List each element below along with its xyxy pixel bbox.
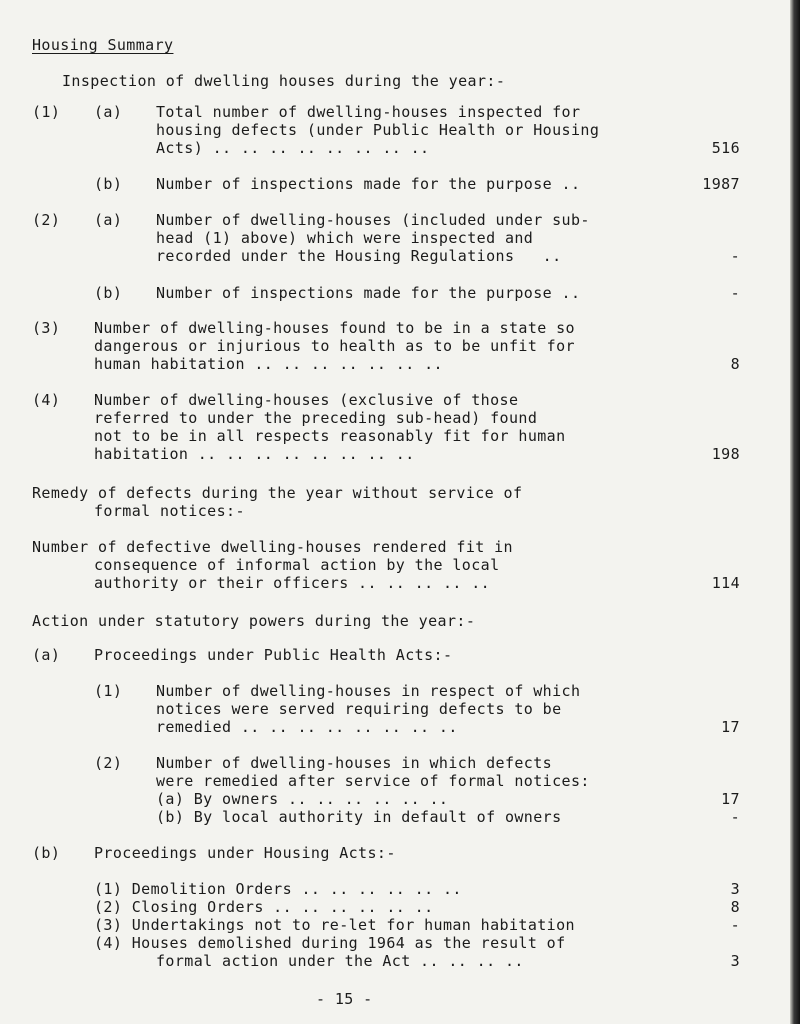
item-value: 8: [730, 355, 740, 373]
item-letter: (b): [94, 175, 123, 193]
item-text: (2) Closing Orders .. .. .. .. .. ..: [94, 898, 434, 916]
item-letter: (b): [32, 844, 61, 862]
item-text: consequence of informal action by the local: [94, 556, 500, 574]
item-letter: (a): [94, 103, 123, 121]
remedy-heading: formal notices:-: [94, 502, 245, 520]
item-number: (1): [94, 682, 123, 700]
item-number: (4): [32, 391, 61, 409]
remedy-heading: Remedy of defects during the year without service of: [32, 484, 523, 502]
item-text: head (1) above) which were inspected and: [156, 229, 534, 247]
item-number: (1): [32, 103, 61, 121]
item-number: (2): [94, 754, 123, 772]
item-value: -: [730, 284, 740, 302]
item-text: remedied .. .. .. .. .. .. .. ..: [156, 718, 458, 736]
page-number: - 15 -: [316, 990, 373, 1008]
item-value: 8: [730, 898, 740, 916]
item-text: habitation .. .. .. .. .. .. .. ..: [94, 445, 415, 463]
item-value: -: [730, 247, 740, 265]
item-value: 198: [711, 445, 740, 463]
item-value: -: [730, 808, 740, 826]
item-value: 3: [730, 880, 740, 898]
item-letter: (a): [32, 646, 61, 664]
item-text: housing defects (under Public Health or Housing: [156, 121, 600, 139]
item-text: (3) Undertakings not to re-let for human habitation: [94, 916, 575, 934]
item-number: (2): [32, 211, 61, 229]
page-title: Housing Summary: [32, 36, 174, 54]
item-text: recorded under the Housing Regulations ..: [156, 247, 562, 265]
item-text: Number of dwelling-houses in which defects: [156, 754, 553, 772]
item-text: Number of dwelling-houses found to be in a state so: [94, 319, 575, 337]
item-text: (a) By owners .. .. .. .. .. ..: [156, 790, 449, 808]
item-text: Number of inspections made for the purpose ..: [156, 175, 581, 193]
item-value: 17: [721, 718, 740, 736]
item-letter: (a): [94, 211, 123, 229]
item-letter: (b): [94, 284, 123, 302]
item-text: Number of inspections made for the purpose ..: [156, 284, 581, 302]
item-value: 1987: [702, 175, 740, 193]
item-text: Number of dwelling-houses in respect of which: [156, 682, 581, 700]
inspection-heading: Inspection of dwelling houses during the year:-: [62, 72, 506, 90]
page-edge-shadow: [790, 0, 800, 1024]
subsection-heading: Proceedings under Housing Acts:-: [94, 844, 396, 862]
item-text: (1) Demolition Orders .. .. .. .. .. ..: [94, 880, 462, 898]
action-heading: Action under statutory powers during the year:-: [32, 612, 476, 630]
subsection-heading: Proceedings under Public Health Acts:-: [94, 646, 453, 664]
item-value: 516: [711, 139, 740, 157]
item-value: -: [730, 916, 740, 934]
item-text: Acts) .. .. .. .. .. .. .. ..: [156, 139, 430, 157]
item-text: dangerous or injurious to health as to be unfit for: [94, 337, 575, 355]
item-text: notices were served requiring defects to be: [156, 700, 562, 718]
item-text: Total number of dwelling-houses inspected for: [156, 103, 581, 121]
item-text: Number of dwelling-houses (exclusive of those: [94, 391, 519, 409]
item-value: 114: [711, 574, 740, 592]
item-text: not to be in all respects reasonably fit for human: [94, 427, 566, 445]
item-text: human habitation .. .. .. .. .. .. ..: [94, 355, 443, 373]
item-value: 3: [730, 952, 740, 970]
item-text: referred to under the preceding sub-head) found: [94, 409, 538, 427]
item-text: Number of dwelling-houses (included under sub-: [156, 211, 590, 229]
item-number: (3): [32, 319, 61, 337]
item-text: were remedied after service of formal notices:: [156, 772, 590, 790]
item-text: formal action under the Act .. .. .. ..: [156, 952, 524, 970]
item-value: 17: [721, 790, 740, 808]
item-text: (b) By local authority in default of owners: [156, 808, 562, 826]
item-text: authority or their officers .. .. .. .. ..: [94, 574, 491, 592]
item-text: (4) Houses demolished during 1964 as the result of: [94, 934, 566, 952]
item-text: Number of defective dwelling-houses rendered fit in: [32, 538, 513, 556]
